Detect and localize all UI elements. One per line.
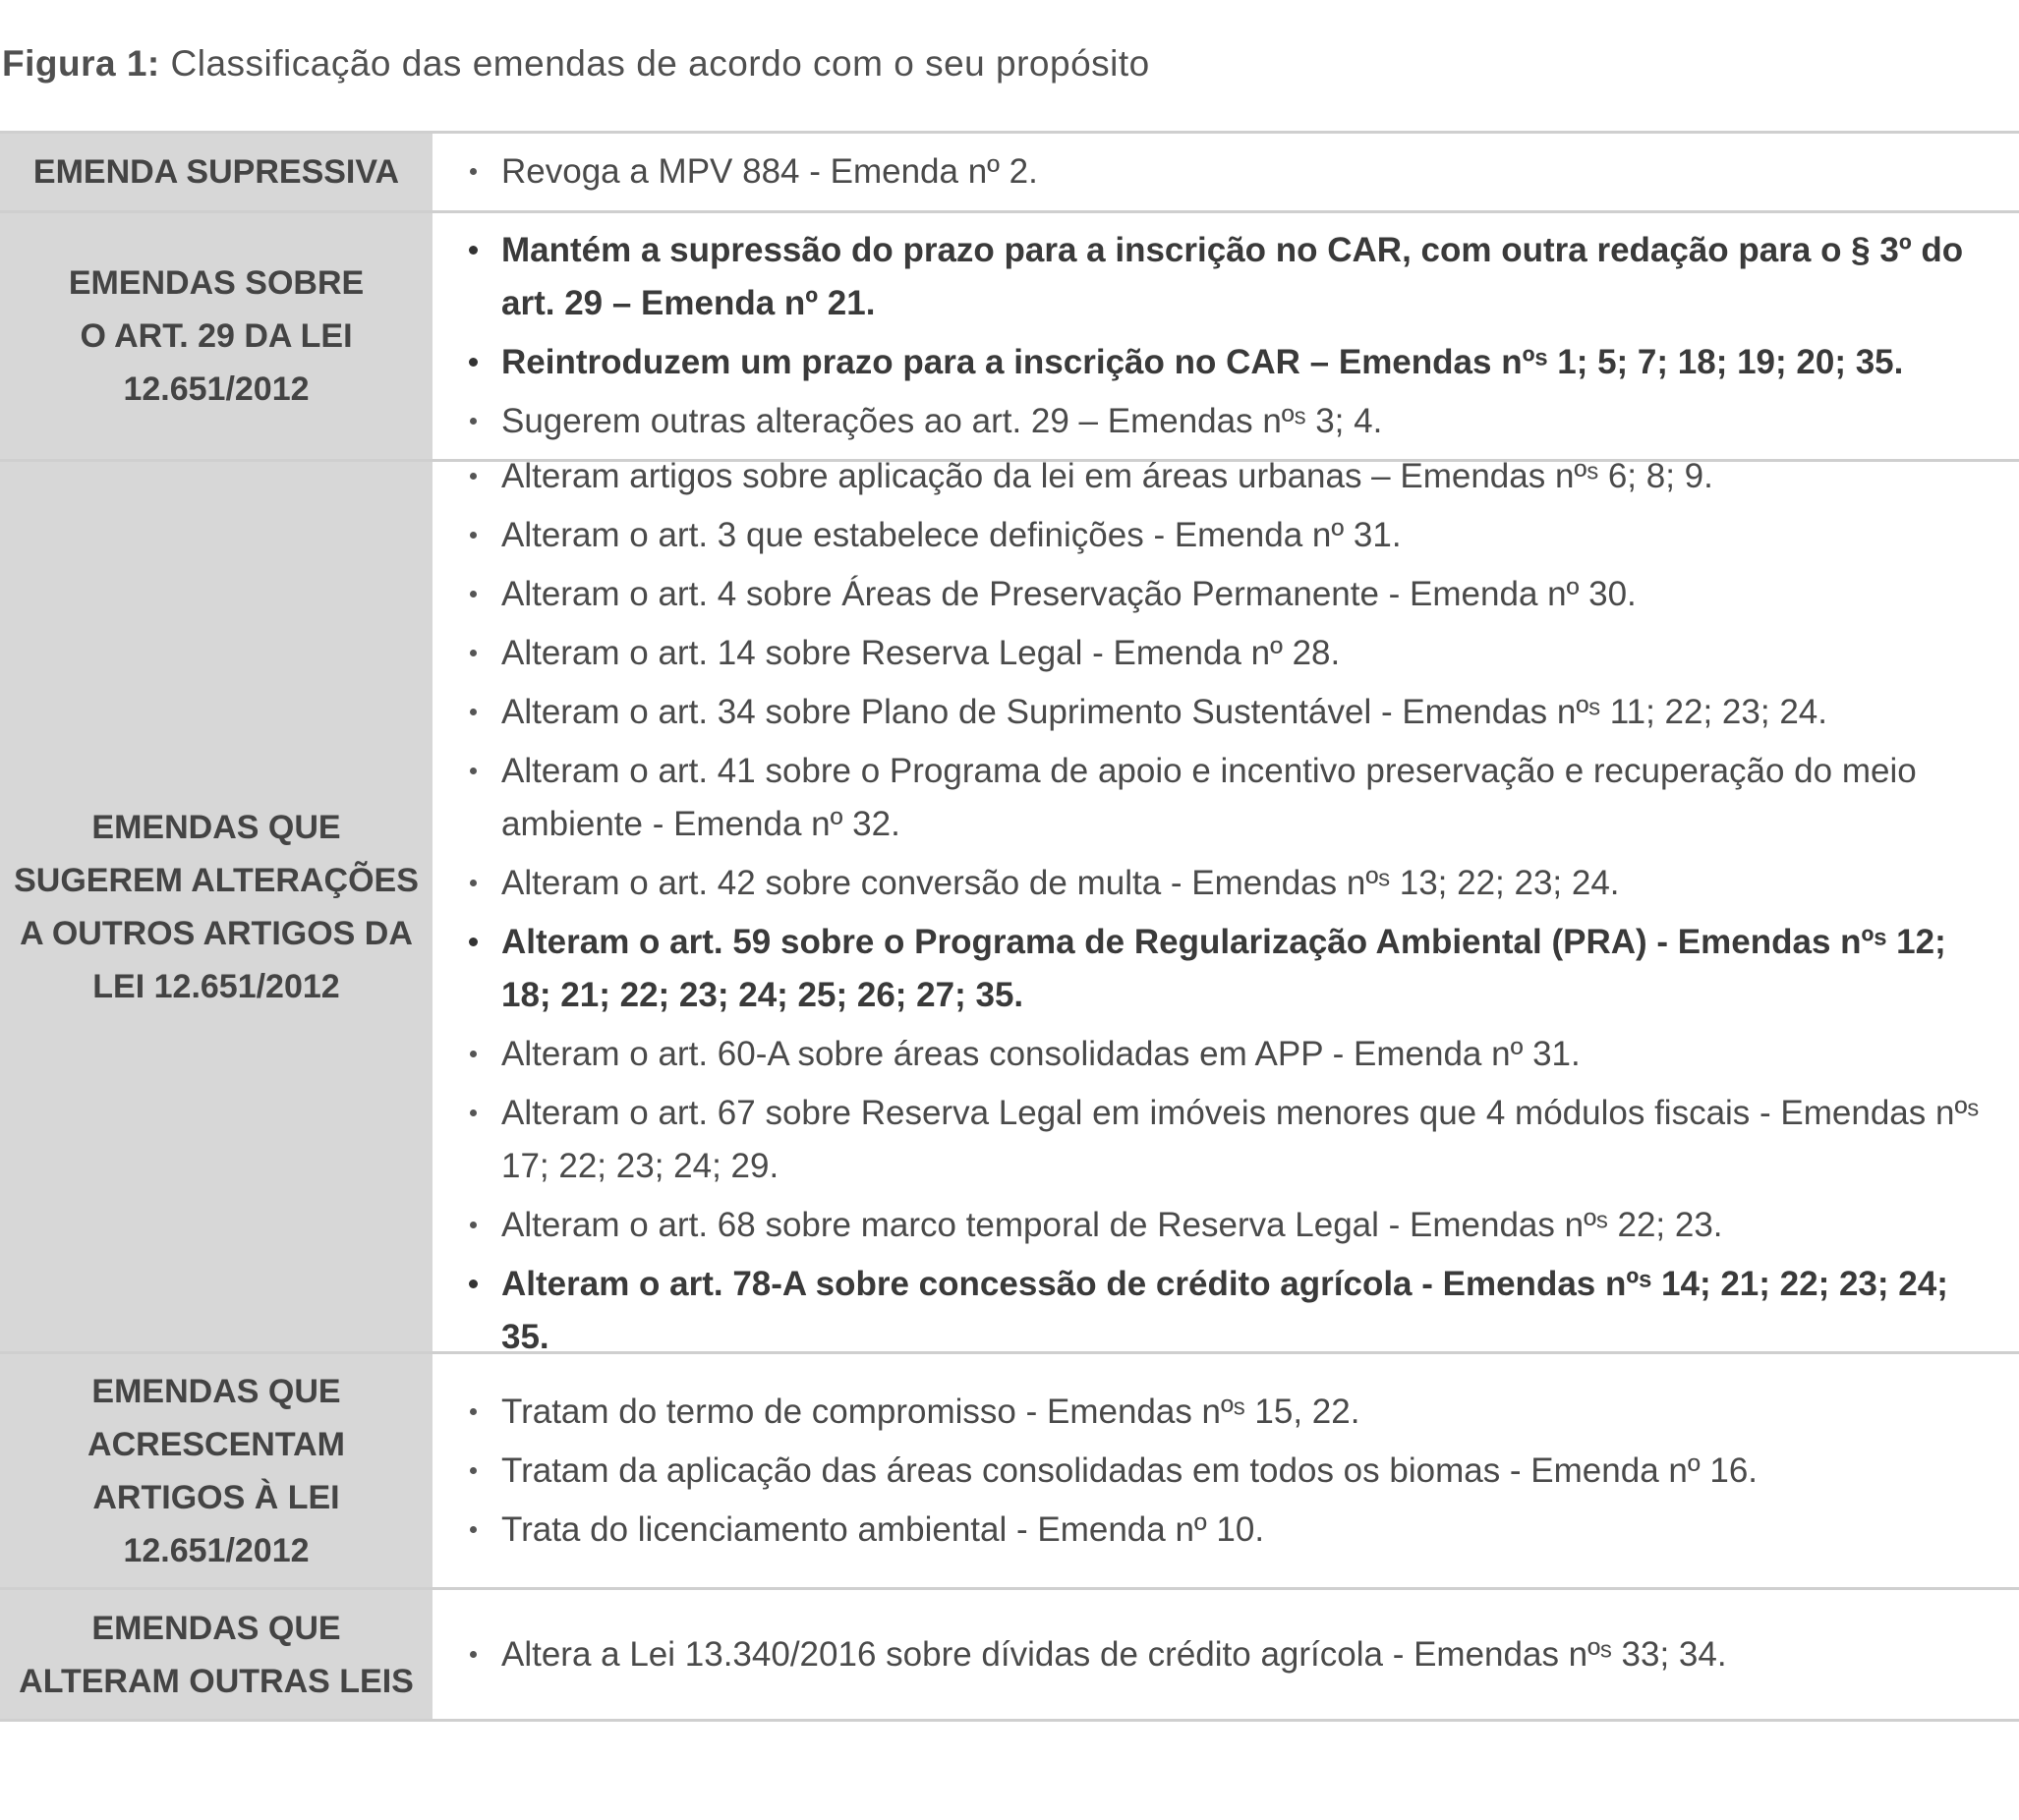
row-items [433, 1354, 2019, 1587]
list-item: Alteram o art. 14 sobre Reserva Legal - Emenda nº 28. [464, 627, 2001, 680]
table-row-acrescentam [0, 1354, 2019, 1590]
list-item: Alteram o art. 4 sobre Áreas de Preservação Permanente - Emenda nº 30. [464, 568, 2001, 621]
list-item: Alteram o art. 68 sobre marco temporal de Reserva Legal - Emendas nºˢ 22; 23. [464, 1199, 2001, 1252]
row-items [433, 1590, 2019, 1719]
amendments-table [0, 131, 2019, 1722]
row-heading: EMENDAS QUE SUGEREM ALTERAÇÕES A OUTROS ARTIGOS DA LEI 12.651/2012 [0, 462, 433, 1351]
table-row-supressiva [0, 134, 2019, 213]
row-items [433, 456, 2019, 1356]
list-item: Alteram artigos sobre aplicação da lei em áreas urbanas – Emendas nºˢ 6; 8; 9. [464, 450, 2001, 503]
row-heading: EMENDA SUPRESSIVA [0, 134, 433, 210]
figure-caption-text: Classificação das emendas de acordo com o seu propósito [159, 43, 1150, 84]
list-item: Revoga a MPV 884 - Emenda nº 2. [464, 145, 2001, 199]
figure-caption-label: Figura 1: [2, 43, 160, 84]
list-item: Tratam do termo de compromisso - Emendas nºˢ 15, 22. [464, 1386, 2001, 1439]
table-row-art29 [0, 213, 2019, 462]
list-item: Trata do licenciamento ambiental - Emenda nº 10. [464, 1504, 2001, 1557]
row-items [433, 213, 2019, 459]
list-item: Tratam da aplicação das áreas consolidadas em todos os biomas - Emenda nº 16. [464, 1445, 2001, 1498]
list-item: Altera a Lei 13.340/2016 sobre dívidas de crédito agrícola - Emendas nºˢ 33; 34. [464, 1628, 2001, 1681]
list-item: Alteram o art. 41 sobre o Programa de apoio e incentivo preservação e recuperação do meio ambiente - Emenda nº 32. [464, 745, 2001, 851]
list-item: Sugerem outras alterações ao art. 29 – Emendas nºˢ 3; 4. [464, 395, 2001, 448]
list-item: Alteram o art. 78-A sobre concessão de crédito agrícola - Emendas nºˢ 14; 21; 22; 23; 24; 35. [464, 1258, 2001, 1364]
row-heading: EMENDAS QUE ALTERAM OUTRAS LEIS [0, 1590, 433, 1719]
row-items [433, 134, 2019, 210]
figure-caption [2, 43, 1150, 85]
table-row-outras-leis [0, 1590, 2019, 1722]
row-heading: EMENDAS QUE ACRESCENTAM ARTIGOS À LEI 12.651/2012 [0, 1354, 433, 1587]
table-row-outros-artigos [0, 456, 2019, 1356]
list-item: Alteram o art. 60-A sobre áreas consolidadas em APP - Emenda nº 31. [464, 1028, 2001, 1081]
list-item: Alteram o art. 3 que estabelece definições - Emenda nº 31. [464, 509, 2001, 562]
list-item: Alteram o art. 34 sobre Plano de Suprimento Sustentável - Emendas nºˢ 11; 22; 23; 24. [464, 686, 2001, 739]
list-item: Mantém a supressão do prazo para a inscrição no CAR, com outra redação para o § 3º do art. 29 – Emenda nº 21. [464, 224, 2001, 330]
row-heading: EMENDAS SOBRE O ART. 29 DA LEI 12.651/2012 [0, 213, 433, 459]
list-item: Reintroduzem um prazo para a inscrição no CAR – Emendas nºˢ 1; 5; 7; 18; 19; 20; 35. [464, 336, 2001, 389]
list-item: Alteram o art. 59 sobre o Programa de Regularização Ambiental (PRA) - Emendas nºˢ 12; 18; 21; 22; 23; 24; 25; 26; 27; 35. [464, 916, 2001, 1022]
list-item: Alteram o art. 67 sobre Reserva Legal em imóveis menores que 4 módulos fiscais - Emendas nºˢ 17; 22; 23; 24; 29. [464, 1087, 2001, 1193]
list-item: Alteram o art. 42 sobre conversão de multa - Emendas nºˢ 13; 22; 23; 24. [464, 857, 2001, 910]
